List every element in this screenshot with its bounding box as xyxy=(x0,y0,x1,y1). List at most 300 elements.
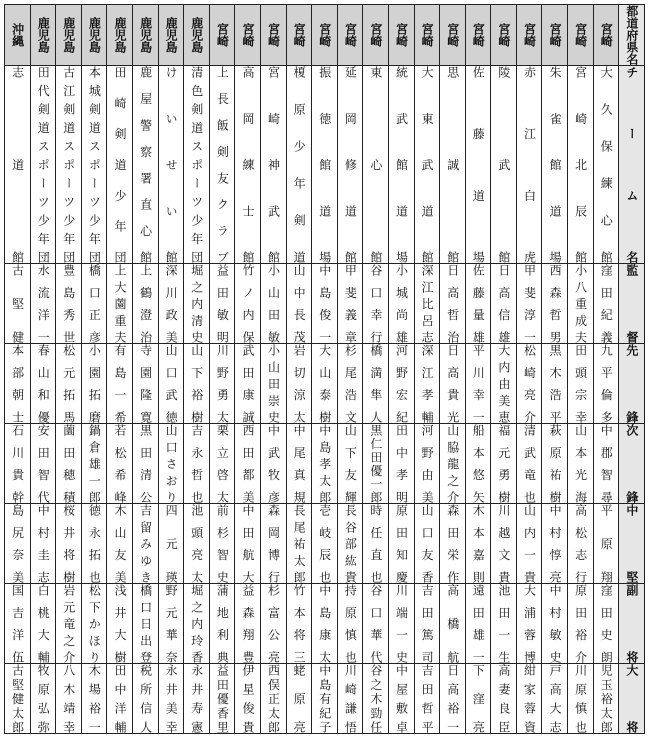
member-cell xyxy=(440,344,466,424)
team-name-cell xyxy=(440,66,466,264)
member-cell xyxy=(440,584,466,664)
member-cell-text: 若松希峰 xyxy=(112,424,127,503)
member-cell xyxy=(312,344,338,424)
member-cell-text: 木本嘉則 xyxy=(471,504,486,583)
member-cell xyxy=(568,504,594,584)
team-name-cell-text: 統武館道場 xyxy=(394,66,409,263)
member-cell-text: 中島康太 xyxy=(317,584,332,663)
member-cell-text: 益田敏明 xyxy=(215,264,230,343)
member-cell xyxy=(56,664,82,734)
prefecture-cell xyxy=(337,5,363,66)
header-prefecture xyxy=(619,5,645,66)
member-cell xyxy=(5,664,31,734)
header-position-text: 大将 xyxy=(624,664,639,733)
member-cell-text: 小八重成夫 xyxy=(573,264,588,343)
member-cell xyxy=(107,664,133,734)
member-cell xyxy=(286,424,312,504)
member-cell xyxy=(158,584,184,664)
member-cell xyxy=(542,584,568,664)
prefecture-cell-text: 宮崎 xyxy=(240,23,255,47)
member-cell xyxy=(491,664,517,734)
prefecture-cell xyxy=(30,5,56,66)
member-cell-text: 中島俊一 xyxy=(317,264,332,343)
member-cell xyxy=(491,344,517,424)
member-cell-text: 四元瑛 xyxy=(164,504,179,583)
member-cell-text: 持原慎也 xyxy=(343,584,358,663)
member-cell xyxy=(516,664,542,734)
member-cell-text: 児玉裕太郎 xyxy=(599,664,614,733)
member-cell xyxy=(414,664,440,734)
member-cell-text: 日高哲治 xyxy=(445,264,460,343)
member-cell-text: 窪田史朗 xyxy=(599,584,614,663)
member-cell xyxy=(107,344,133,424)
member-cell-text: 深川政美 xyxy=(164,264,179,343)
member-cell-text: 島尻奈美 xyxy=(10,504,25,583)
member-cell xyxy=(286,504,312,584)
member-cell-text: 中尾真規 xyxy=(292,424,307,503)
member-cell-text: 上鶴澄治 xyxy=(138,264,153,343)
member-cell-text: 中村惇亮 xyxy=(548,504,563,583)
team-name-cell xyxy=(414,66,440,264)
member-cell-text: 黒木浩平 xyxy=(548,344,563,423)
member-cell-text: 佐藤量雄 xyxy=(471,264,486,343)
member-cell-text: 田頭宗幸 xyxy=(573,344,588,423)
header-position xyxy=(619,504,645,584)
member-cell-text: 川端一史 xyxy=(394,584,409,663)
member-cell-text: 安田智代 xyxy=(36,424,51,503)
member-cell xyxy=(5,584,31,664)
member-cell xyxy=(81,664,107,734)
member-cell xyxy=(286,584,312,664)
header-prefecture-text: 都道府県名 xyxy=(624,5,639,65)
prefecture-cell xyxy=(440,5,466,66)
member-cell-text: 木場裕一 xyxy=(87,664,102,733)
member-cell-text: 中武牧彦 xyxy=(266,424,281,503)
team-name-cell-text: 上長飯剣友クラブ xyxy=(215,66,230,263)
member-cell-text: 蒲地利典 xyxy=(215,584,230,663)
member-cell-text: 深江孝輔 xyxy=(420,344,435,423)
member-cell-text: 長谷部紘貴 xyxy=(343,504,358,583)
team-name-cell xyxy=(568,66,594,264)
member-cell xyxy=(184,264,210,344)
member-cell xyxy=(414,584,440,664)
team-name-cell-text: 陵武館 xyxy=(496,66,511,263)
member-cell xyxy=(30,664,56,734)
team-name-cell xyxy=(516,66,542,264)
member-cell xyxy=(414,344,440,424)
team-name-cell-text: 田代剣道スポーツ少年団 xyxy=(36,66,51,263)
member-cell-text: 桜井将樹 xyxy=(61,504,76,583)
member-cell-text: 小園拓磨 xyxy=(87,344,102,423)
member-cell-text: 春山和優 xyxy=(36,344,51,423)
prefecture-cell xyxy=(465,5,491,66)
member-cell xyxy=(593,264,619,344)
member-cell xyxy=(5,424,31,504)
member-cell xyxy=(107,264,133,344)
team-name-cell-text: 大東武道館 xyxy=(420,66,435,263)
member-cell xyxy=(568,344,594,424)
team-name-cell xyxy=(465,66,491,264)
member-cell xyxy=(363,504,389,584)
member-cell-text: 白桃大輔 xyxy=(36,584,51,663)
header-position xyxy=(619,344,645,424)
prefecture-row xyxy=(5,5,645,66)
member-cell-text: 上大薗重夫 xyxy=(112,264,127,343)
member-cell-text: 西田都美 xyxy=(240,424,255,503)
member-cell xyxy=(312,264,338,344)
member-cell xyxy=(414,424,440,504)
member-cell xyxy=(440,504,466,584)
team-name-cell-text: 本城剣道スポーツ少年団 xyxy=(87,66,102,263)
team-name-cell xyxy=(209,66,235,264)
member-cell xyxy=(260,664,286,734)
member-cell-text: 時任直也 xyxy=(368,504,383,583)
prefecture-cell xyxy=(388,5,414,66)
member-cell xyxy=(337,264,363,344)
member-cell xyxy=(209,264,235,344)
team-name-cell-text: 赤江白虎 xyxy=(522,66,537,263)
member-cell xyxy=(260,504,286,584)
member-cell xyxy=(312,424,338,504)
member-cell xyxy=(465,264,491,344)
member-cell xyxy=(209,504,235,584)
member-cell-text: 薗田穂積 xyxy=(61,424,76,503)
prefecture-cell xyxy=(209,5,235,66)
member-cell xyxy=(465,664,491,734)
member-cell-text: 高妻良臣 xyxy=(496,664,511,733)
member-cell xyxy=(337,424,363,504)
prefecture-cell-text: 鹿児島 xyxy=(112,17,127,53)
member-cell xyxy=(235,344,261,424)
member-cell-text: 小城尚雄 xyxy=(394,264,409,343)
member-cell xyxy=(312,504,338,584)
team-name-cell-text: 高岡練士館 xyxy=(240,66,255,263)
member-cell-text: 寺園隆寛 xyxy=(138,344,153,423)
member-cell-text: 大浦蓉博 xyxy=(522,584,537,663)
member-cell-text: 川崎謙悟 xyxy=(343,664,358,733)
member-cell-text: 山口さおり xyxy=(164,424,179,503)
member-cell xyxy=(568,664,594,734)
team-name-cell-text: 大久保練心館 xyxy=(599,66,614,263)
member-cell xyxy=(440,424,466,504)
member-cell-text: 本部朝士 xyxy=(10,344,25,423)
member-cell xyxy=(81,584,107,664)
member-cell-text: 浅井大樹 xyxy=(112,584,127,663)
team-name-cell xyxy=(337,66,363,264)
team-name-cell xyxy=(56,66,82,264)
member-cell xyxy=(465,424,491,504)
member-cell xyxy=(363,664,389,734)
member-cell-text: 福元勇樹 xyxy=(496,424,511,503)
team-row xyxy=(5,66,645,264)
member-cell-text: 吉永哲也 xyxy=(189,424,204,503)
member-cell xyxy=(184,424,210,504)
member-cell xyxy=(260,584,286,664)
member-cell-text: 中田航大 xyxy=(240,504,255,583)
member-cell-text: 栗立啓太 xyxy=(215,424,230,503)
member-cell-text: 石川貴幹 xyxy=(10,424,25,503)
member-cell-text: 黒仁田優一郎 xyxy=(368,424,383,503)
prefecture-cell-text: 宮崎 xyxy=(471,23,486,47)
member-cell xyxy=(5,344,31,424)
member-cell-text: 平川幸一 xyxy=(471,344,486,423)
prefecture-cell-text: 宮崎 xyxy=(420,23,435,47)
team-name-cell xyxy=(388,66,414,264)
member-cell xyxy=(81,344,107,424)
member-cell xyxy=(542,264,568,344)
member-cell-text: 小山田敏 xyxy=(266,264,281,343)
member-cell xyxy=(542,504,568,584)
member-cell xyxy=(184,504,210,584)
member-cell xyxy=(132,264,158,344)
member-cell-text: 吉田篤司 xyxy=(420,584,435,663)
header-team-text: チーム名 xyxy=(624,66,639,263)
member-cell-text: 戸高大志 xyxy=(548,664,563,733)
team-name-cell xyxy=(286,66,312,264)
prefecture-cell-text: 宮崎 xyxy=(548,23,563,47)
member-cell-text: 益田優香里 xyxy=(215,664,230,733)
member-cell-text: 中郡智尋 xyxy=(599,424,614,503)
team-name-cell-text: 宮崎北辰館 xyxy=(573,66,588,263)
member-cell xyxy=(56,584,82,664)
member-cell-text: 甲斐義章 xyxy=(343,264,358,343)
member-cell xyxy=(260,264,286,344)
prefecture-cell xyxy=(5,5,31,66)
member-cell xyxy=(388,344,414,424)
team-name-cell xyxy=(184,66,210,264)
member-cell-text: 高松志行 xyxy=(573,504,588,583)
prefecture-cell-text: 宮崎 xyxy=(266,23,281,47)
member-cell xyxy=(235,424,261,504)
member-cell xyxy=(516,504,542,584)
member-cell-text: 紺家蓉資 xyxy=(522,664,537,733)
member-cell xyxy=(235,664,261,734)
member-cell-text: 甲斐淳一 xyxy=(522,264,537,343)
member-cell-text: 伊星俊貴 xyxy=(240,664,255,733)
member-cell-text: 益森翔豊 xyxy=(240,584,255,663)
member-cell xyxy=(312,584,338,664)
jiho-row xyxy=(5,424,645,504)
member-cell-text: 山下裕樹 xyxy=(189,344,204,423)
member-cell-text: 窪田紀義 xyxy=(599,264,614,343)
member-cell xyxy=(107,584,133,664)
team-name-cell-text: 朱雀館道場 xyxy=(548,66,563,263)
member-cell xyxy=(132,344,158,424)
prefecture-cell-text: 沖縄 xyxy=(10,23,25,47)
header-position xyxy=(619,664,645,734)
member-cell xyxy=(363,264,389,344)
member-cell xyxy=(388,504,414,584)
team-name-cell xyxy=(312,66,338,264)
team-name-cell xyxy=(107,66,133,264)
team-name-cell-text: 佐藤道場 xyxy=(471,66,486,263)
member-cell xyxy=(516,344,542,424)
member-cell-text: 古堅健 xyxy=(10,264,25,343)
member-cell xyxy=(542,424,568,504)
member-cell xyxy=(209,344,235,424)
member-cell-text: 下窪亮 xyxy=(471,664,486,733)
member-cell xyxy=(132,584,158,664)
team-name-cell-text: 延岡修道館 xyxy=(343,66,358,263)
header-position xyxy=(619,264,645,344)
member-cell-text: 松崎亮介 xyxy=(522,344,537,423)
header-position-text: 中堅 xyxy=(624,504,639,583)
header-team xyxy=(619,66,645,264)
member-cell-text: 森岡博行 xyxy=(266,504,281,583)
team-name-cell xyxy=(5,66,31,264)
member-cell xyxy=(5,504,31,584)
member-cell-text: 大山泰樹 xyxy=(317,344,332,423)
member-cell-text: 谷口幸行 xyxy=(368,264,383,343)
fukusho-row xyxy=(5,584,645,664)
member-cell xyxy=(209,424,235,504)
member-cell-text: 西俣正太郎 xyxy=(266,664,281,733)
member-cell xyxy=(363,584,389,664)
member-cell-text: 古堅健太郎 xyxy=(10,664,25,733)
prefecture-cell-text: 宮崎 xyxy=(573,23,588,47)
member-cell-text: 山脇龍之介 xyxy=(445,424,460,503)
member-cell xyxy=(30,504,56,584)
member-cell xyxy=(491,504,517,584)
member-cell xyxy=(56,344,82,424)
member-cell-text: 原田知慶 xyxy=(394,504,409,583)
member-cell xyxy=(235,504,261,584)
senpo-row xyxy=(5,344,645,424)
member-cell-text: 山下友輝 xyxy=(343,424,358,503)
member-cell xyxy=(5,264,31,344)
member-cell-text: 野元華奈 xyxy=(164,584,179,663)
prefecture-cell-text: 鹿児島 xyxy=(189,17,204,53)
member-cell xyxy=(593,504,619,584)
prefecture-cell xyxy=(235,5,261,66)
member-cell-text: 森田栄作 xyxy=(445,504,460,583)
member-cell-text: 橋口日出登 xyxy=(138,584,153,663)
member-cell xyxy=(363,424,389,504)
member-cell-text: 永井美幸 xyxy=(164,664,179,733)
member-cell-text: 中島孝太郎 xyxy=(317,424,332,503)
member-cell-text: 吉田哲平 xyxy=(420,664,435,733)
member-cell-text: 松下かほり xyxy=(87,584,102,663)
member-cell-text: 岩元竜之介 xyxy=(61,584,76,663)
member-cell-text: 蛯原亮 xyxy=(292,664,307,733)
member-cell-text: 日高信雄 xyxy=(496,264,511,343)
member-cell-text: 平原翔 xyxy=(599,504,614,583)
member-cell-text: 池田一生 xyxy=(496,584,511,663)
member-cell-text: 日高貴光 xyxy=(445,344,460,423)
prefecture-cell-text: 宮崎 xyxy=(599,23,614,47)
member-cell-text: 遠田雄一 xyxy=(471,584,486,663)
member-cell xyxy=(516,584,542,664)
member-cell xyxy=(235,584,261,664)
member-cell xyxy=(414,504,440,584)
team-name-cell xyxy=(593,66,619,264)
member-cell xyxy=(30,264,56,344)
team-name-cell-text: 榎原少年剣道 xyxy=(292,66,307,263)
member-cell-text: 山本光海 xyxy=(573,424,588,503)
prefecture-cell xyxy=(158,5,184,66)
member-cell-text: 杉尾浩文 xyxy=(343,344,358,423)
header-position-text: 先鋒 xyxy=(624,344,639,423)
member-cell xyxy=(81,264,107,344)
team-name-cell xyxy=(158,66,184,264)
member-cell-text: 川越文貴 xyxy=(496,504,511,583)
member-cell-text: 武田康誠 xyxy=(240,344,255,423)
prefecture-cell xyxy=(363,5,389,66)
member-cell xyxy=(337,584,363,664)
member-cell xyxy=(337,344,363,424)
member-cell-text: 池頭亮太 xyxy=(189,504,204,583)
prefecture-cell-text: 宮崎 xyxy=(394,23,409,47)
member-cell-text: 長尾祐太郎 xyxy=(292,504,307,583)
team-name-cell-text: 田崎剣道少年団 xyxy=(112,66,127,263)
member-cell xyxy=(107,424,133,504)
member-cell xyxy=(260,424,286,504)
member-cell xyxy=(235,264,261,344)
prefecture-cell-text: 宮崎 xyxy=(215,23,230,47)
prefecture-cell xyxy=(414,5,440,66)
member-cell xyxy=(286,264,312,344)
member-cell xyxy=(158,504,184,584)
member-cell-text: 吉留みゆき xyxy=(138,504,153,583)
member-cell xyxy=(286,664,312,734)
team-name-cell-text: 古江剣道スポーツ少年団 xyxy=(61,66,76,263)
member-cell-text: 中村圭志 xyxy=(36,504,51,583)
team-name-cell-text: 清色剣道スポーツ少年団 xyxy=(189,66,204,263)
member-cell xyxy=(491,424,517,504)
member-cell-text: 堀之内玲香 xyxy=(189,584,204,663)
prefecture-cell xyxy=(260,5,286,66)
prefecture-cell-text: 宮崎 xyxy=(445,23,460,47)
member-cell xyxy=(465,504,491,584)
member-cell xyxy=(388,424,414,504)
member-cell xyxy=(81,424,107,504)
member-cell xyxy=(30,344,56,424)
member-cell-text: 山内一貴 xyxy=(522,504,537,583)
team-name-cell-text: けいせい館 xyxy=(164,66,179,263)
member-cell xyxy=(465,344,491,424)
member-cell xyxy=(184,584,210,664)
prefecture-cell xyxy=(81,5,107,66)
team-name-cell-text: 振徳館道場 xyxy=(317,66,332,263)
prefecture-cell-text: 鹿児島 xyxy=(164,17,179,53)
member-cell-text: 谷口華代 xyxy=(368,584,383,663)
prefecture-cell xyxy=(132,5,158,66)
member-cell-text: 日高裕一 xyxy=(445,664,460,733)
team-name-cell-text: 宮崎神武館 xyxy=(266,66,281,263)
member-cell xyxy=(30,424,56,504)
member-cell-text: 大内由美恵 xyxy=(496,344,511,423)
member-cell-text: 清武竜也 xyxy=(522,424,537,503)
member-cell xyxy=(388,264,414,344)
member-cell xyxy=(593,584,619,664)
member-cell xyxy=(312,664,338,734)
prefecture-cell-text: 宮崎 xyxy=(522,23,537,47)
member-cell-text: 田中洋輔 xyxy=(112,664,127,733)
member-cell xyxy=(542,664,568,734)
member-cell xyxy=(465,584,491,664)
member-cell xyxy=(568,584,594,664)
member-cell-text: 竹ノ内保 xyxy=(240,264,255,343)
member-cell xyxy=(184,344,210,424)
member-cell xyxy=(158,344,184,424)
prefecture-cell xyxy=(184,5,210,66)
member-cell-text: 壱岐辰也 xyxy=(317,504,332,583)
header-position xyxy=(619,424,645,504)
member-cell xyxy=(337,664,363,734)
member-cell-text: 小山田崇史 xyxy=(266,344,281,423)
member-cell-text: 黒田清公 xyxy=(138,424,153,503)
prefecture-cell xyxy=(593,5,619,66)
